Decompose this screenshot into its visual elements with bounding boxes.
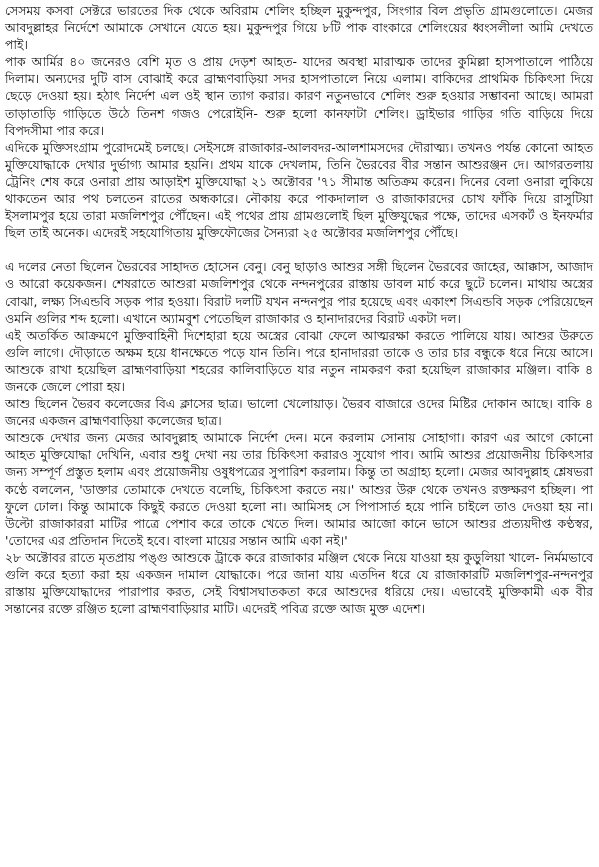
paragraph-6: আশু ছিলেন ভৈরব কলেজের বিএ ক্লাসের ছাত্র। ভালো খেলোয়াড়। ভৈরব বাজারে ওদের মিষ্টির দোকান আছে। বাকি ৪ জনের একজন ব্রাহ্মণবাড়িয়া কলেজের ছাত্র।	[5, 396, 593, 429]
paragraph-spacer	[5, 241, 593, 258]
paragraph-3: এদিকে মুক্তিসংগ্রাম পুরোদমেই চলছে। সেইসঙ্গে রাজাকার-আলবদর-আলশামসদের দৌরাত্ম্য। তখনও পর্যন্ত কোনো আহত মুক্তিযোদ্ধাকে দেখার দুর্ভাগ্য আমার হয়নি। প্রথম যাকে দেখলাম, তিনি ভৈরবের বীর সন্তান আশুরঞ্জন দে। আগরতলায় ট্রেনিং শেষ করে ওনারা প্রায় আড়াইশ মুক্তিযোদ্ধা ২১ অক্টোবর '৭১ সীমান্ত অতিক্রম করেন। দিনের বেলা ওনারা লুকিয়ে থাকতেন আর পথ চলতেন রাতের অন্ধকারে। নৌকায় করে পাকদালাল ও রাজাকারদের চোখ ফাঁকি দিয়ে রাসুটিয়া ইসলামপুর হয়ে তারা মজলিশপুর পৌঁছেন। এই পথের প্রায় গ্রামগুলোই ছিল মুক্তিযুদ্ধের পক্ষে, তাদের এসকর্ট ও ইনফর্মার ছিল তাই অনেক। এদেরই সহযোগিতায় মুক্তিফৌজের সৈন্যরা ২৫ অক্টোবর মজলিশপুর পৌঁছে।	[5, 139, 593, 241]
paragraph-7: আশুকে দেখার জন্য মেজর আবদুল্লাহ আমাকে নির্দেশ দেন। মনে করলাম সোনায় সোহাগা। কারণ এর আগে কোনো আহত মুক্তিযোদ্ধা দেখিনি, এবার শুধু দেখা নয় তার চিকিৎসা করারও সুযোগ পাব। আমি আশুর প্রয়োজনীয় চিকিৎসার জন্য সম্পূর্ণ প্রস্তুত হলাম এবং প্রয়োজনীয় ওষুধপত্রের সুপারিশ করলাম। কিন্তু তা অগ্রাহ্য হলো। মেজর আবদুল্লাহ শ্লেষভরা কণ্ঠে বললেন, 'ডাক্তার তোমাকে দেখতে বলেছি, চিকিৎসা করতে নয়।' আশুর উরু থেকে তখনও রক্তক্ষরণ হচ্ছিল। পা ফুলে ঢোল। কিন্তু আমাকে কিছুই করতে দেওয়া হলো না। আমিসহ সে পিপাসার্ত হয়ে পানি চাইলে তাও দেওয়া হয় না। উল্টো রাজাকাররা মাটির পাত্রে পেশাব করে তাকে খেতে দিল। আমার আজো কানে ভাসে আশুর প্রত্যয়দীপ্ত কণ্ঠস্বর, 'তোদের এর প্রতিদান দিতেই হবে। বাংলা মায়ের সন্তান আমি একা নই।'	[5, 430, 593, 548]
paragraph-4: এ দলের নেতা ছিলেন ভৈরবের সাহাদত হোসেন বেনু। বেনু ছাড়াও আশুর সঙ্গী ছিলেন ভৈরবের জাহের, আক্কাস, আজাদ ও আরো কয়েকজন। শেষরাতে আশুরা মজলিশপুর থেকে নন্দনপুরের রাস্তায় ডাবল মার্চ করে ছুটে চলেন। মাথায় অস্ত্রের বোঝা, লক্ষ্য সিএন্ডবি সড়ক পার হওয়া। বিরাট দলটি যখন নন্দনপুর পার হয়েছে এবং একাংশ সিএন্ডবি সড়ক পেরিয়েছেন ওমনি গুলির শব্দ হলো। এখানে অ্যামবুশ পেতেছিল রাজাকার ও হানাদারদের বিরাট একটা দল।	[5, 259, 593, 326]
paragraph-2: পাক আর্মির ৪০ জনেরও বেশি মৃত ও প্রায় দেড়শ আহত- যাদের অবস্থা মারাত্মক তাদের কুমিল্লা হাসপাতালে পাঠিয়ে দিলাম। অন্যদের দুটি বাস বোঝাই করে ব্রাহ্মণবাড়িয়া সদর হাসপাতালে নিয়ে এলাম। বাকিদের প্রাথমিক চিকিৎসা দিয়ে ছেড়ে দেওয়া হয়। হঠাৎ নির্দেশ এল ওই স্থান ত্যাগ করার। কারণ নতুনভাবে শেলিং শুরু হওয়ার সম্ভাবনা আছে। আমরা তাড়াতাড়ি গাড়িতে উঠে তিনশ গজও পেরোইনি- শুরু হলো কানফাটা শেলিং। ড্রাইভার গাড়ির গতি বাড়িয়ে দিয়ে বিপদসীমা পার করে।	[5, 54, 593, 138]
paragraph-1: সেসময় কসবা সেক্টরে ভারতের দিক থেকে অবিরাম শেলিং হচ্ছিল মুকুন্দপুর, সিংগার বিল প্রভৃতি গ্রামগুলোতে। মেজর আবদুল্লাহর নির্দেশে আমাকে সেখানে যেতে হয়। মুকুন্দপুর গিয়ে ৮টি পাক বাংকারে শেলিংয়ের ধ্বংসলীলা আমি দেখতে পাই।	[5, 3, 593, 53]
paragraph-8: ২৮ অক্টোবর রাতে মৃতপ্রায় পঙ্গু আশুকে ট্রাকে করে রাজাকার মঞ্জিল থেকে নিয়ে যাওয়া হয় কুড়ুলিয়া খালে- নির্মমভাবে গুলি করে হত্যা করা হয় একজন দামাল যোদ্ধাকে। পরে জানা যায় এতদিন ধরে যে রাজাকারটি মজলিশপুর-নন্দনপুর রাস্তায় মুক্তিযোদ্ধাদের পারাপার করত, সেই বিশ্বাসঘাতকতা করে আশুদের ধরিয়ে দেয়। এভাবেই মুক্তিকামী এক বীর সন্তানের রক্তে রঞ্জিত হলো ব্রাহ্মণবাড়িয়ার মাটি। এদেরই পবিত্র রক্তে আজ মুক্ত এদেশ।	[5, 549, 593, 617]
paragraph-5: এই অতর্কিত আক্রমণে মুক্তিবাহিনী দিশেহারা হয়ে অস্ত্রের বোঝা ফেলে আত্মরক্ষা করতে পালিয়ে যায়। আশুর উরুতে গুলি লাগে। দৌড়াতে অক্ষম হয়ে ধানক্ষেতে পড়ে যান তিনি। পরে হানাদাররা তাকে ও তার চার বন্ধুকে ধরে নিয়ে আসে। আশুকে রাখা হয়েছিল ব্রাহ্মণবাড়িয়া শহরের কালিবাড়িতে যার নতুন নামকরণ করা হয়েছিল রাজাকার মঞ্জিল। বাকি ৪ জনকে জেলে পোরা হয়।	[5, 327, 593, 394]
